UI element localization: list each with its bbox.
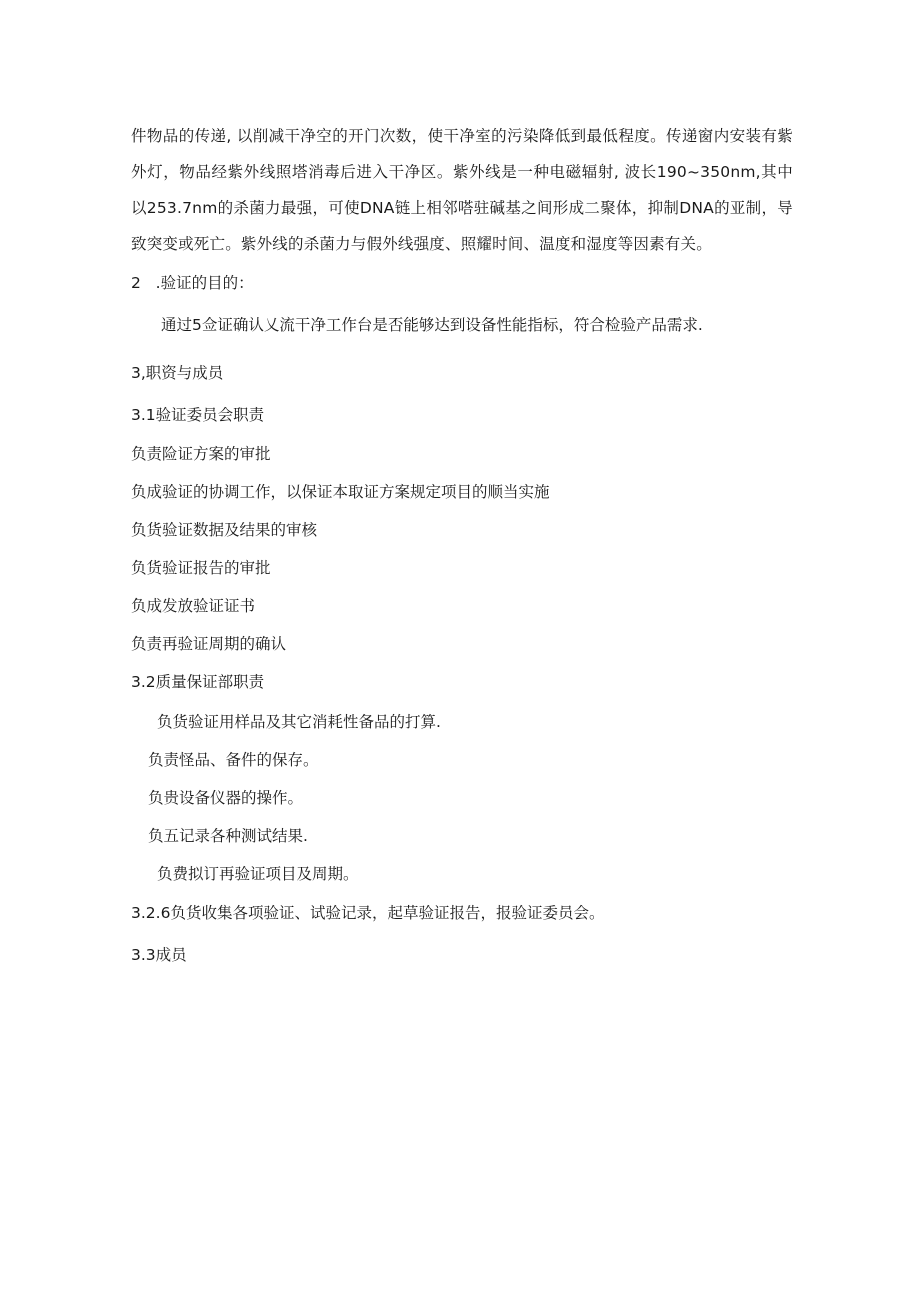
list-item: 负责险证方案的审批 bbox=[131, 445, 271, 463]
list-item: 负货验证报告的审批 bbox=[131, 559, 271, 577]
section-3-2-heading: 3.2质量保证部职责 bbox=[131, 673, 265, 691]
list-item: 负责怪品、备件的保存。 bbox=[148, 751, 319, 769]
section-3-heading: 3,职资与成员 bbox=[131, 364, 224, 382]
list-item: 负费拟订再验证项目及周期。 bbox=[157, 865, 359, 883]
section-3-1-heading: 3.1验证委员会职责 bbox=[131, 406, 265, 424]
list-item: 负五记录各种测试结果. bbox=[148, 827, 308, 845]
section-3-3-heading: 3.3成员 bbox=[131, 946, 187, 964]
list-item: 负货验证数据及结果的审核 bbox=[131, 521, 318, 539]
list-item: 负责再验证周期的确认 bbox=[131, 635, 287, 653]
list-item: 负成发放验证证书 bbox=[131, 597, 256, 615]
section-3-2-6-item: 3.2.6负货收集各项验证、试验记录，起草验证报告，报验证委员会。 bbox=[131, 904, 605, 922]
list-item: 负货验证用样品及其它消耗性备品的打算. bbox=[157, 713, 441, 731]
list-item: 负贵设备仪器的操作。 bbox=[148, 789, 304, 807]
section-2-body: 通过5佥证确认乂流干净工作台是否能够达到设备性能指标，符合检验产品需求. bbox=[161, 316, 703, 334]
list-item: 负成验证的协调工作，以保证本取证方案规定项目的顺当实施 bbox=[131, 483, 550, 501]
section-2-heading: 2 .验证的目的： bbox=[131, 274, 254, 292]
intro-paragraph: 件物品的传递, 以削减干净空的开门次数，使干净室的污染降低到最低程度。传递窗内安装有紫外灯，物品经紫外线照塔消毒后进入干净区。紫外线是一种电磁辐射, 波长190~350nm,其中以253.7nm的杀菌力最强，可使DNA链上相邻嗒驻碱基之间形成二聚体，抑制DNA的亚制，导致突变或死亡。紫外线的杀菌力与假外线强度、照耀时间、温度和湿度等因素有关。 bbox=[131, 127, 793, 253]
